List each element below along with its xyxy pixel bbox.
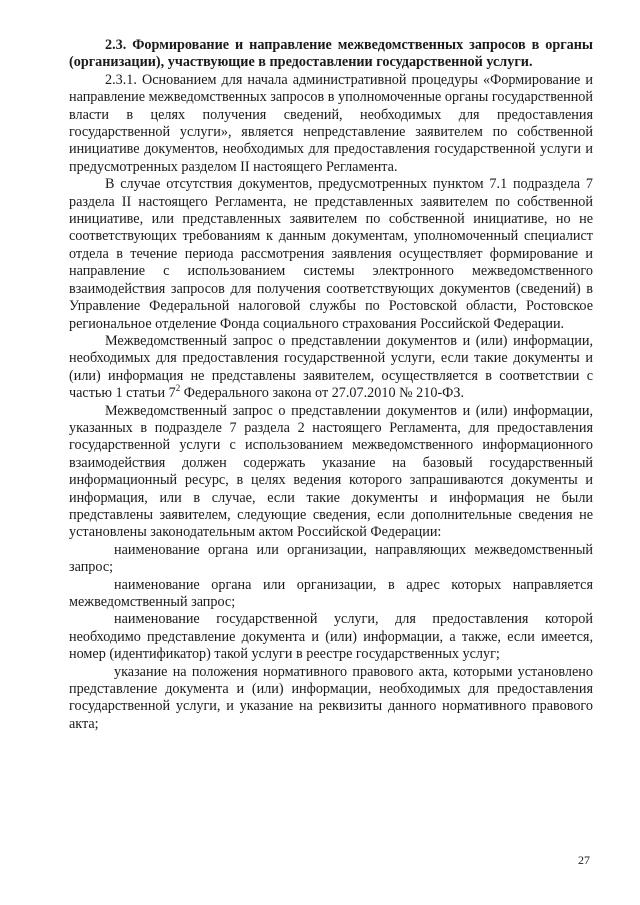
law-text-before: Межведомственный запрос о представлении документов и (или) информации, необходимых для предоставления государственной услуги, если такие документы и (или) информация не представлены заявителем, осуществляется в соответствии с частью 1 статьи 7 (69, 332, 593, 402)
page-number: 27 (578, 853, 590, 867)
paragraph-request: Межведомственный запрос о представлении документов и (или) информации, указанных в подразделе 7 раздела 2 настоящего Регламента, для предоставления государственной услуги с использованием межведомственного информационного взаимодействия должен содержать указание на базовый государственный информационный ресурс, в целях ведения которого запрашиваются документы и информация, или в случае, если такие документы и информация не были представлены заявителем, следующие сведения, если дополнительные сведения не установлены законодательным актом Российской Федерации: (69, 402, 593, 541)
list-item: указание на положения нормативного правового акта, которыми установлено представление документа и (или) информации, необходимых для предоставления государственной услуги, и указание на реквизиты данного нормативного правового акта; (69, 663, 593, 732)
list-item: наименование государственной услуги, для предоставления которой необходимо представление документа и (или) информации, а также, если имеется, номер (идентификатор) такой услуги в реестре государственных услуг; (69, 611, 593, 663)
law-text-after: Федерального закона от 27.07.2010 № 210-ФЗ. (180, 385, 465, 402)
paragraph-law (69, 333, 593, 403)
list-item: наименование органа или организации, направляющих межведомственный запрос; (69, 541, 593, 576)
page-body (69, 37, 593, 733)
list-item: наименование органа или организации, в адрес которых направляется межведомственный запрос; (69, 576, 593, 610)
law-superscript: 2 (175, 383, 181, 394)
paragraph-absence: В случае отсутствия документов, предусмотренных пунктом 7.1 подраздела 7 раздела II настоящего Регламента, не представленных заявителем по собственной инициативе, или представленных заявителем по собственной инициативе, но не соответствующих требованиям к данным документам, уполномоченный специалист отдела в течение периода рассмотрения заявления осуществляет формирование и направление с использованием системы электронного межведомственного взаимодействия запросов для получения соответствующих документов (сведений) в Управление Федеральной налоговой службы по Ростовской области, Ростовское региональное отделение Фонда социального страхования Российской Федерации. (69, 176, 593, 332)
section-heading: 2.3. Формирование и направление межведомственных запросов в органы (организации), участвующие в предоставлении государственной услуги. (69, 37, 593, 71)
paragraph-basis: 2.3.1. Основанием для начала административной процедуры «Формирование и направление межведомственных запросов в уполномоченные органы государственной власти в целях получения сведений, необходимых для предоставления государственной услуги», является непредставление заявителем по собственной инициативе документов, необходимых для предоставления государственной услуги и предусмотренных разделом II настоящего Регламента. (69, 71, 593, 175)
